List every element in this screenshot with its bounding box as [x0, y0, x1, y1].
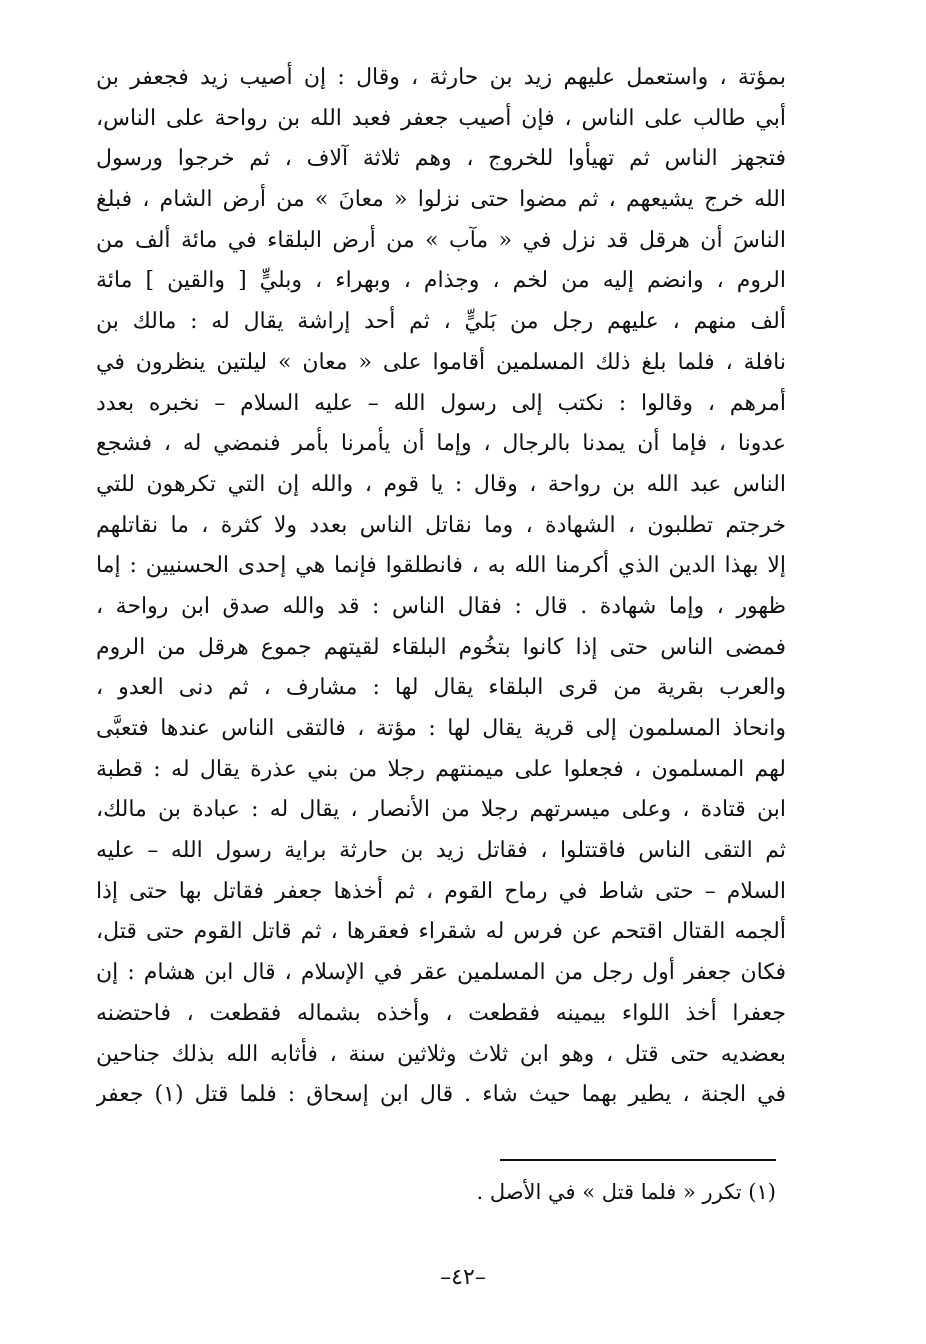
text-line: السلام – حتى شاط في رماح القوم ، ثم أخذها جعفر فقاتل بها حتى إذا	[96, 878, 786, 904]
main-text-block	[96, 58, 786, 1116]
text-line: ألجمه القتال اقتحم عن فرس له شقراء فعقرها ، ثم قاتل القوم حتى قتل،	[96, 919, 786, 945]
text-line: أبي طالب على الناس ، فإن أصيب جعفر فعبد الله بن رواحة على الناس،	[96, 105, 786, 131]
text-line: إلا بهذا الدين الذي أكرمنا الله به ، فانطلقوا فإنما هي إحدى الحسنيين : إما	[96, 553, 786, 579]
text-line: الله خرج يشيعهم ، ثم مضوا حتى نزلوا « معانَ » من أرض الشام ، فبلغ	[96, 187, 786, 213]
text-line: فتجهز الناس ثم تهيأوا للخروج ، وهم ثلاثة آلاف ، ثم خرجوا ورسول	[96, 146, 786, 172]
text-line: عدونا ، فإما أن يمدنا بالرجال ، وإما أن يأمرنا بأمر فنمضي له ، فشجع	[96, 431, 786, 457]
text-line: فمضى الناس حتى إذا كانوا بتخُوم البلقاء لقيتهم جموع هرقل من الروم	[96, 634, 786, 660]
text-line: بمؤتة ، واستعمل عليهم زيد بن حارثة ، وقال : إن أصيب زيد فجعفر بن	[96, 65, 786, 90]
text-line: والعرب بقرية من قرى البلقاء يقال لها : مشارف ، ثم دنى العدو ،	[96, 675, 786, 701]
text-line: لهم المسلمون ، فجعلوا على ميمنتهم رجلا من بني عذرة يقال له : قطبة	[96, 756, 786, 782]
text-line: ابن قتادة ، وعلى ميسرتهم رجلا من الأنصار ، يقال له : عبادة بن مالك،	[96, 797, 786, 823]
footnote-separator	[500, 1159, 776, 1161]
text-line: نافلة ، فلما بلغ ذلك المسلمين أقاموا على « معان » ليلتين ينظرون في	[96, 349, 786, 375]
text-line: خرجتم تطلبون ، الشهادة ، وما نقاتل الناس بعدد ولا كثرة ، ما نقاتلهم	[96, 512, 786, 538]
text-line: ألف منهم ، عليهم رجل من بَليٍّ ، ثم أحد إراشة يقال له : مالك بن	[96, 309, 786, 335]
text-line: الناس عبد الله بن رواحة ، وقال : يا قوم ، والله إن التي تكرهون للتي	[96, 471, 786, 497]
text-line: بعضديه حتى قتل ، وهو ابن ثلاث وثلاثين سنة ، فأثابه الله بذلك جناحين	[96, 1041, 786, 1067]
text-line: فكان جعفر أول رجل من المسلمين عقر في الإسلام ، قال ابن هشام : إن	[96, 960, 786, 986]
page-number: –٤٢–	[440, 1265, 486, 1290]
text-line: في الجنة ، يطير بهما حيث شاء . قال ابن إسحاق : فلما قتل (١) جعفر	[96, 1082, 786, 1108]
text-line: أمرهم ، وقالوا : نكتب إلى رسول الله – عليه السلام – نخبره بعدد	[96, 390, 786, 416]
text-line: جعفرا أخذ اللواء بيمينه فقطعت ، وأخذه بشماله فقطعت ، فاحتضنه	[96, 1000, 786, 1026]
text-line: وانحاذ المسلمون إلى قرية يقال لها : مؤتة ، فالتقى الناس عندها فتعبَّى	[96, 716, 786, 741]
text-line: ثم التقى الناس فاقتتلوا ، فقاتل زيد بن حارثة براية رسول الله – عليه	[96, 838, 786, 864]
text-line: الناسَ أن هرقل قد نزل في « مآب » من أرض البلقاء في مائة ألف من	[96, 227, 786, 253]
text-line: الروم ، وانضم إليه من لخم ، وجذام ، وبهراء ، وبليٍّ [ والقين ] مائة	[96, 268, 786, 294]
text-line: ظهور ، وإما شهادة . قال : فقال الناس : قد والله صدق ابن رواحة ،	[96, 593, 786, 619]
footnote: (١) تكرر « فلما قتل » في الأصل .	[476, 1180, 776, 1204]
